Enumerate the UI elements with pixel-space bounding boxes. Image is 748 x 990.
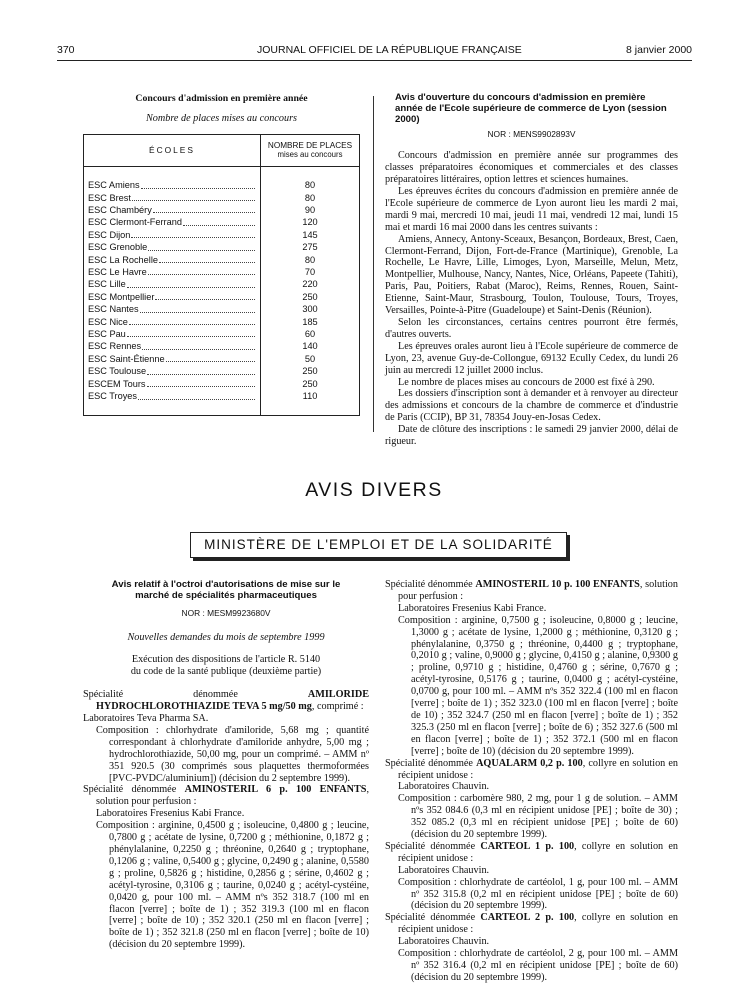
page-number: 370	[57, 44, 75, 56]
table-row: ESC Chambéry 90	[84, 204, 359, 216]
table-row: ESC Clermont-Ferrand 120	[84, 216, 359, 228]
header-rule	[57, 60, 692, 61]
table-row: ESC Grenoble 275	[84, 241, 359, 253]
table-row: ESC Toulouse 250	[84, 365, 359, 377]
paragraph: Concours d'admission en première année sur programmes des classes préparatoires économiques et commerciales et des classes préparatoires littéraires, option lettres et sciences humaines.	[385, 150, 678, 186]
paragraph: Date de clôture des inscriptions : le samedi 29 janvier 2000, délai de rigueur.	[385, 424, 678, 448]
composition: Composition : arginine, 0,4500 g ; isoleucine, 0,4800 g ; leucine, 0,7800 g ; acétate de lysine, 0,7200 g ; méthionine, 0,1872 g ; phénylalanine, 0,2250 g ; thréonine, 0,2640 g ; tryptophane, 0,1206 g ; valine, 0,5400 g ; glycine, 0,2490 g ; alanine, 0,5580 g ; proline, 0,5826 g ; histidine, 0,2856 g ; sérine, 0,4602 g ; acétyl-tyrosine, 0,3106 g ; taurine, 0,0240 g ; acétyl-cystéine, 0,0420 g, pour 100 ml. – AMM nºs 352 318.7 (100 ml en flacon [verre] ; boîte de 1) ; 352 319.3 (100 ml en flacon [verre] ; boîte de 10) ; 352 320.1 (250 ml en flacon [verre] ; boîte de 1) ; 352 321.8 (250 ml en flacon [verre] ; boîte de 10) (décision du 20 septembre 1999).	[96, 820, 369, 951]
section-subtitle: Nombre de places mises au concours	[146, 112, 297, 124]
avis-divers-heading: AVIS DIVERS	[305, 479, 443, 501]
specialty-heading: Spécialité dénommée AMINOSTERIL 6 p. 100 ENFANTS, solution pour perfusion :	[83, 784, 369, 808]
table-row: ESC Nice 185	[84, 316, 359, 328]
left-top-section	[83, 93, 360, 416]
table-row: ESC Rennes 140	[84, 340, 359, 352]
paragraph: Les épreuves orales auront lieu à l'Ecole supérieure de commerce de Lyon, 23, avenue Guy-de-Collongue, 69132 Ecully Cedex, du lundi 26 juin au mercredi 12 juillet 2000 inclus.	[385, 340, 678, 376]
paragraph: Les dossiers d'inscription sont à demander et à renvoyer au directeur des admissions et concours de la chambre de commerce et d'industrie de Paris (CCIP), BP 31, 78354 Jouy-en-Josas Cedex.	[385, 388, 678, 424]
col-header-ecoles: ÉCOLES	[84, 135, 261, 167]
composition: Composition : carbomère 980, 2 mg, pour 1 g de solution. – AMM nºs 352 084.6 (0,3 ml en récipient unidose [PE] ; boîte de 30) ; 352 085.2 (0,3 ml en récipient unidose [PE] ; boîte de 60) (décision du 20 septembre 1999).	[398, 793, 678, 841]
composition: Composition : chlorhydrate d'amiloride, 5,68 mg ; quantité correspondant à chlorhydrate d'amiloride anhydre, 5,00 mg ; hydrochlorothiazide, 50,00 mg, pour un comprimé. – AMM nº 351 920.5 (30 comprimés sous plaquettes thermoformées [PVC-PVDC/aluminium]) (décision du 2 septembre 1999).	[96, 724, 369, 784]
column-divider	[373, 96, 374, 432]
specialty-heading: Spécialité dénommée AQUALARM 0,2 p. 100, collyre en solution en récipient unidose :	[385, 757, 678, 781]
nor-reference: NOR : MESM9923680V	[181, 607, 271, 618]
paragraph: Les épreuves écrites du concours d'admission en première année de l'Ecole supérieure de commerce de Lyon auront lieu les mardi 2 mai, mardi 9 mai, mercredi 10 mai, jeudi 11 mai, vendredi 12 mai, lundi 15 mai et mardi 16 mai 2000 dans les centres suivants :	[385, 186, 678, 233]
paragraph: Amiens, Annecy, Antony-Sceaux, Besançon, Bordeaux, Brest, Caen, Clermont-Ferrand, Dijon, Fort-de-France (Martinique), Grenoble, La Rochelle, Le Havre, Lille, Limoges, Lyon, Marseille, Melun, Metz, Montpellier, Mulhouse, Nancy, Nantes, Nice, Orléans, Papeete (Tahiti), Paris, Pau, Poitiers, Rabat (Maroc), Reims, Rennes, Rouen, Saint-Etienne, Saint-Maur, Strasbourg, Toulon, Toulouse, Tours, Troyes, Versailles, Pointe-à-Pitre (Guadeloupe) et Saint-Denis (Réunion).	[385, 233, 678, 317]
execution-line: du code de la santé publique (deuxième partie)	[130, 666, 322, 678]
col-header-places: NOMBRE DE PLACES mises au concours	[261, 135, 360, 167]
table-row: ESC Nantes 300	[84, 303, 359, 315]
execution-line: Exécution des dispositions de l'article R. 5140	[131, 654, 321, 666]
laboratory: Laboratoires Chauvin.	[398, 781, 490, 793]
specialty-heading: Spécialité dénommée AMILORIDE HYDROCHLOROTHIAZIDE TEVA 5 mg/50 mg, comprimé :	[83, 689, 369, 713]
issue-date: 8 janvier 2000	[626, 44, 692, 56]
paragraph: Selon les circonstances, certains centres pourront être fermés, d'autres ouverts.	[385, 316, 678, 340]
page-header	[57, 44, 692, 60]
composition: Composition : chlorhydrate de cartéolol, 2 g, pour 100 ml. – AMM nº 352 316.4 (0,2 ml en récipient unidose [PE] ; boîte de 60) (décision du 20 septembre 1999).	[398, 948, 678, 983]
right-bottom-section	[385, 579, 678, 984]
table-row: ESC Lille 220	[84, 278, 359, 290]
laboratory: Laboratoires Chauvin.	[398, 864, 490, 876]
places-table	[83, 134, 360, 416]
laboratory: Laboratoires Fresenius Kabi France.	[398, 602, 547, 614]
specialty-heading: Spécialité dénommée CARTEOL 1 p. 100, collyre en solution en récipient unidose :	[385, 840, 678, 864]
demands-subtitle: Nouvelles demandes du mois de septembre 1999	[127, 631, 325, 643]
ministry-heading: MINISTÈRE DE L'EMPLOI ET DE LA SOLIDARITÉ	[190, 532, 567, 558]
table-row: ESC Montpellier 250	[84, 291, 359, 303]
laboratory: Laboratoires Chauvin.	[398, 936, 490, 948]
journal-title: JOURNAL OFFICIEL DE LA RÉPUBLIQUE FRANÇAISE	[257, 44, 522, 56]
table-row: ESC Brest 80	[84, 192, 359, 204]
composition: Composition : arginine, 0,7500 g ; isoleucine, 0,8000 g ; leucine, 1,3000 g ; acétate de lysine, 1,2000 g ; méthionine, 0,3120 g ; phénylalanine, 0,3750 g ; thréonine, 0,4400 g ; tryptophane, 0,2010 g ; valine, 0,9000 g ; glycine, 0,4150 g ; alanine, 0,9300 g ; proline, 0,9710 g ; histidine, 0,4760 g ; sérine, 0,7670 g ; acétyl-tyrosine, 0,5176 g ; taurine, 0,0400 g ; acétyl-cystéine, 0,0700 g, pour 100 ml. – AMM nºs 352 322.4 (100 ml en flacon [verre] ; boîte de 1) ; 352 323.0 (100 ml en flacon [verre] ; boîte de 10) ; 352 324.7 (250 ml en flacon [verre] ; boîte de 1) ; 352 325.3 (250 ml en flacon [verre] ; boîte de 6) ; 352 327.6 (500 ml en flacon [verre] ; boîte de 1) ; 352 372.1 (500 ml en flacon [verre] ; boîte de 10) (décision du 20 septembre 1999).	[398, 614, 678, 757]
avis-title: Avis relatif à l'octroi d'autorisations de mise sur le marché de spécialités pharmaceutiques	[111, 579, 341, 601]
table-row: ESC Troyes 110	[84, 390, 359, 402]
composition: Composition : chlorhydrate de cartéolol, 1 g, pour 100 ml. – AMM nº 352 315.8 (0,2 ml en récipient unidose [PE] ; boîte de 60) (décision du 20 septembre 1999).	[398, 876, 678, 912]
table-row: ESC Le Havre 70	[84, 266, 359, 278]
section-title: Concours d'admission en première année	[135, 93, 308, 104]
table-row: ESC Saint-Étienne 50	[84, 353, 359, 365]
specialty-heading: Spécialité dénommée AMINOSTERIL 10 p. 100 ENFANTS, solution pour perfusion :	[385, 579, 678, 602]
table-row: ESC Dijon 145	[84, 229, 359, 241]
table-row: ESC Pau 60	[84, 328, 359, 340]
right-top-section	[385, 93, 678, 448]
notice-title: Avis d'ouverture du concours d'admission en première année de l'Ecole supérieure de commerce de Lyon (session 2000)	[395, 92, 667, 125]
table-row: ESC La Rochelle 80	[84, 254, 359, 266]
laboratory: Laboratoires Fresenius Kabi France.	[96, 808, 245, 820]
table-row: ESC Amiens 80	[84, 179, 359, 191]
table-row: ESCEM Tours 250	[84, 378, 359, 390]
left-bottom-section	[83, 580, 369, 951]
laboratory: Laboratoires Teva Pharma SA.	[83, 713, 209, 725]
nor-reference: NOR : MENS9902893V	[487, 129, 576, 140]
specialty-heading: Spécialité dénommée CARTEOL 2 p. 100, collyre en solution en récipient unidose :	[385, 912, 678, 936]
paragraph: Le nombre de places mises au concours de 2000 est fixé à 290.	[398, 376, 655, 388]
